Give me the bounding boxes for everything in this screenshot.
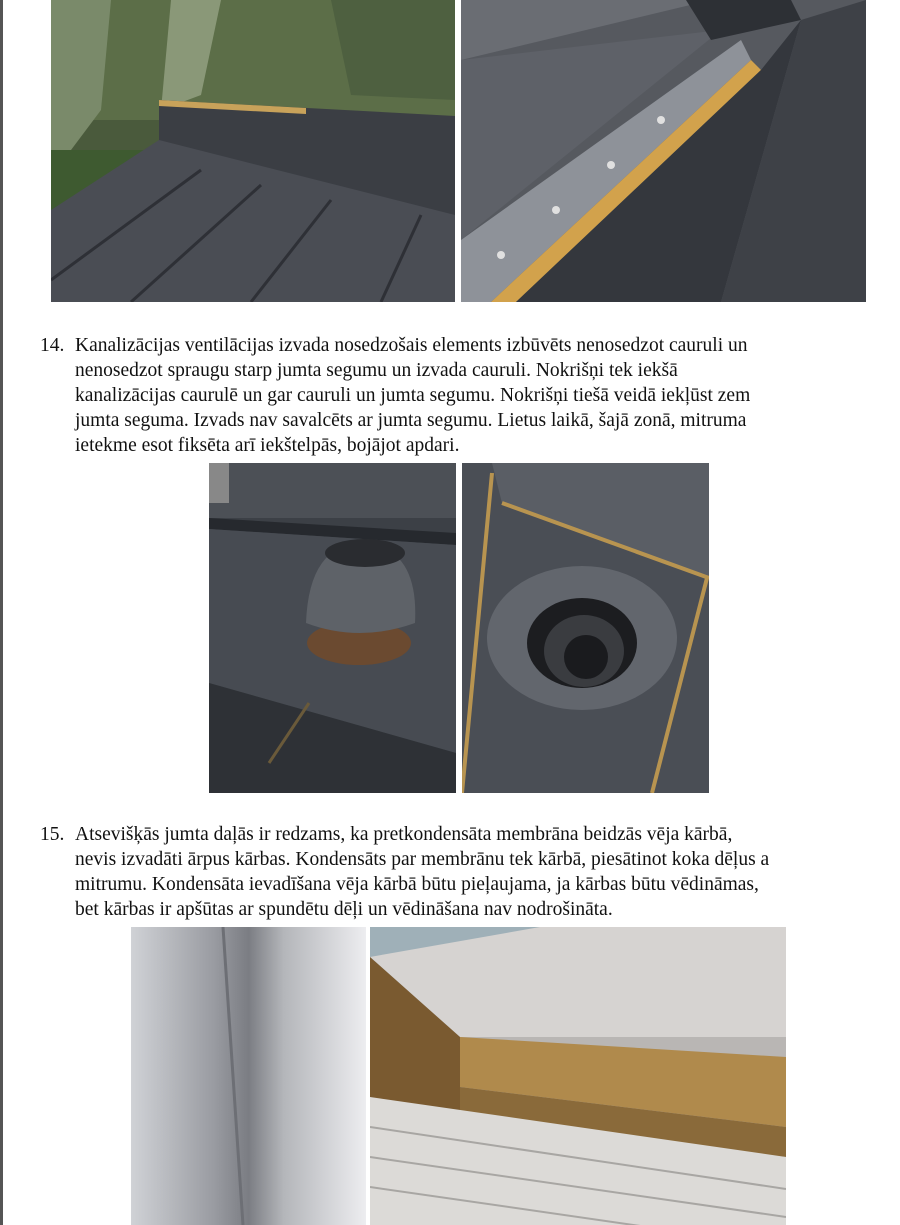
list-item-text-line: jumta seguma. Izvads nav savalcēts ar jumta segumu. Lietus laikā, šajā zonā, mitruma: [75, 410, 747, 431]
list-item-text-line: nevis izvadāti ārpus kārbas. Kondensāts par membrānu tek kārbā, piesātinot koka dēļus a: [75, 849, 770, 870]
list-item-text-line: Kanalizācijas ventilācijas izvada nosedzošais elements izbūvēts nenosedzot cauruli un: [75, 335, 748, 356]
photo-vent-pipe-top: [462, 463, 709, 793]
list-item-number: 14.: [40, 335, 65, 356]
photo-wind-box: [370, 927, 786, 1225]
photo-roof-ridge-closeup: [461, 0, 866, 302]
list-item-text-line: kanalizācijas caurulē un gar cauruli un jumta segumu. Nokrišņi tiešā veidā iekļūst zem: [75, 385, 751, 406]
list-item-text-line: mitrumu. Kondensāta ievadīšana vēja kārbā būtu pieļaujama, ja kārbas būtu vēdināmas,: [75, 874, 759, 895]
photo-roof-ridge-overview: [51, 0, 455, 302]
list-item-text-line: ietekme esot fiksēta arī iekštelpās, bojājot apdari.: [75, 435, 460, 456]
list-item-14: [40, 333, 750, 458]
photo-wall-corner: [131, 927, 366, 1225]
list-item-text-line: bet kārbas ir apšūtas ar spundētu dēļi un vēdināšana nav nodrošināta.: [75, 899, 613, 920]
list-item-text-line: nenosedzot spraugu starp jumta segumu un izvada cauruli. Nokrišņi tek iekšā: [75, 360, 678, 381]
list-item-15: [40, 822, 769, 922]
list-item-text-line: Atsevišķās jumta daļās ir redzams, ka pretkondensāta membrāna beidzās vēja kārbā,: [75, 824, 733, 845]
page-left-border: [0, 0, 3, 1225]
list-item-number: 15.: [40, 824, 65, 845]
photo-vent-pipe-side: [209, 463, 456, 793]
